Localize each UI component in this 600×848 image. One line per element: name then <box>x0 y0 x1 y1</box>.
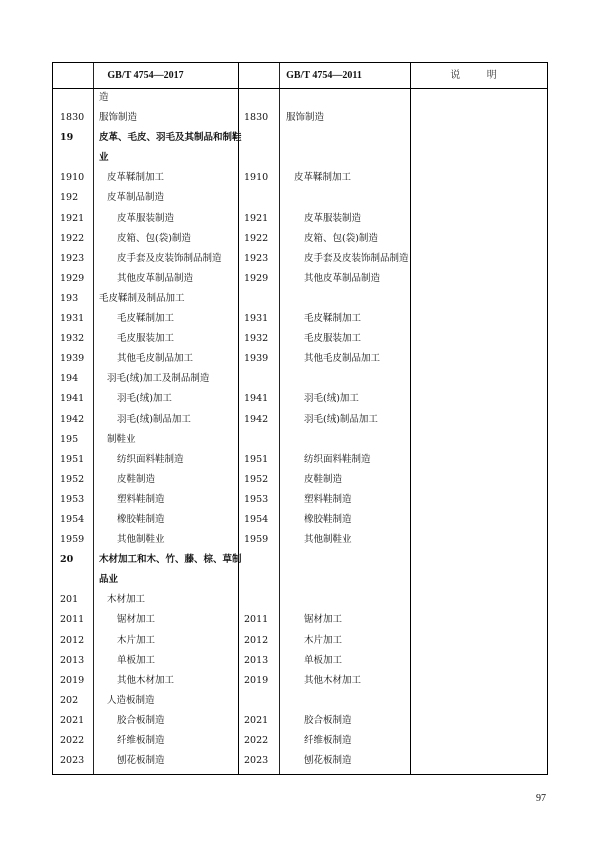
table-row <box>53 229 547 249</box>
code-2017: 1932 <box>60 333 85 345</box>
table-row <box>53 671 547 691</box>
code-2011: 2022 <box>244 735 269 746</box>
code-2017: 1929 <box>60 272 85 284</box>
code-2017: 193 <box>60 292 79 304</box>
name-2011: 毛皮服装加工 <box>304 333 362 345</box>
code-2017: 1939 <box>60 353 85 365</box>
table-row <box>53 128 547 148</box>
code-2017: 1922 <box>60 232 85 244</box>
code-2017: 1923 <box>60 252 85 264</box>
table-row <box>53 389 547 409</box>
name-2017: 造 <box>99 92 109 103</box>
name-2017: 羽毛(绒)制品加工 <box>117 413 191 425</box>
name-2017: 羽毛(绒)加工及制品制造 <box>107 373 210 385</box>
name-2017: 木材加工 <box>107 594 146 606</box>
code-2017: 2019 <box>60 674 85 686</box>
name-2017: 毛皮鞣制及制品加工 <box>99 292 185 304</box>
code-2011: 1939 <box>244 353 269 365</box>
name-2017: 其他制鞋业 <box>117 534 165 546</box>
code-2011: 2012 <box>244 634 269 646</box>
table-row <box>53 590 547 610</box>
table-row <box>53 349 547 369</box>
name-2017: 其他木材加工 <box>117 674 175 686</box>
name-2017: 羽毛(绒)加工 <box>117 393 172 405</box>
table-row <box>53 430 547 450</box>
table-row <box>53 209 547 229</box>
name-2011: 刨花板制造 <box>304 755 352 767</box>
table-row <box>53 631 547 651</box>
name-2011: 其他木材加工 <box>304 674 362 686</box>
table-row <box>53 410 547 430</box>
name-2017: 其他毛皮制品加工 <box>117 353 194 365</box>
table-row <box>53 530 547 550</box>
name-2017: 皮革服装制造 <box>117 212 175 224</box>
code-2017: 1954 <box>60 513 85 525</box>
name-2011: 皮革鞣制加工 <box>294 172 352 184</box>
name-2011: 皮鞋制造 <box>304 473 343 485</box>
code-2011: 1910 <box>244 172 269 184</box>
table-row <box>53 470 547 490</box>
table-row <box>53 450 547 470</box>
code-2011: 2023 <box>244 755 269 767</box>
code-2017: 194 <box>60 373 79 385</box>
code-2017: 1830 <box>60 112 85 124</box>
code-2017: 2023 <box>60 755 85 767</box>
code-2017: 19 <box>60 132 74 144</box>
code-2011: 1959 <box>244 534 269 546</box>
code-2011: 2011 <box>244 614 269 626</box>
table-header <box>53 63 547 89</box>
code-2011: 1952 <box>244 473 269 485</box>
code-2011: 2019 <box>244 674 269 686</box>
name-2017: 塑料鞋制造 <box>117 493 165 505</box>
name-2017: 皮箱、包(袋)制造 <box>117 232 191 244</box>
table-row <box>53 369 547 389</box>
code-2011: 1830 <box>244 112 269 124</box>
name-2011: 皮革服装制造 <box>304 212 362 224</box>
table-row <box>53 751 547 771</box>
classification-table <box>52 62 548 775</box>
name-2017: 制鞋业 <box>107 433 136 445</box>
table-row <box>53 269 547 289</box>
code-2011: 1921 <box>244 212 269 224</box>
name-2011: 胶合板制造 <box>304 714 352 726</box>
name-2017: 服饰制造 <box>99 112 138 124</box>
table-row <box>53 651 547 671</box>
name-2017: 毛皮鞣制加工 <box>117 313 175 325</box>
table-row <box>53 188 547 208</box>
code-2011: 1951 <box>244 453 269 465</box>
name-2017: 单板加工 <box>117 654 156 666</box>
name-2017: 木片加工 <box>117 634 156 646</box>
code-2011: 1929 <box>244 272 269 284</box>
table-row <box>53 148 547 168</box>
name-2011: 羽毛(绒)制品加工 <box>304 413 378 425</box>
code-2017: 1959 <box>60 534 85 546</box>
code-2017: 201 <box>60 594 79 606</box>
name-2011: 木片加工 <box>304 634 343 646</box>
code-2017: 20 <box>60 554 74 566</box>
code-2011: 1953 <box>244 493 269 505</box>
table-row <box>53 711 547 731</box>
name-2011: 纺织面料鞋制造 <box>304 453 371 465</box>
table-row <box>53 610 547 630</box>
name-2017: 纤维板制造 <box>117 735 165 746</box>
table-row <box>53 289 547 309</box>
name-2011: 单板加工 <box>304 654 343 666</box>
name-2011: 羽毛(绒)加工 <box>304 393 359 405</box>
code-2017: 1942 <box>60 413 85 425</box>
code-2017: 1953 <box>60 493 85 505</box>
name-2017: 其他皮革制品制造 <box>117 272 194 284</box>
code-2017: 2022 <box>60 735 85 746</box>
code-2017: 2021 <box>60 714 85 726</box>
name-2011: 服饰制造 <box>286 112 325 124</box>
name-2017: 皮革鞣制加工 <box>107 172 165 184</box>
name-2011: 皮箱、包(袋)制造 <box>304 232 378 244</box>
code-2017: 2011 <box>60 614 85 626</box>
code-2011: 1942 <box>244 413 269 425</box>
code-2011: 2013 <box>244 654 269 666</box>
name-2011: 橡胶鞋制造 <box>304 513 352 525</box>
page-number: 97 <box>536 793 546 804</box>
name-2017: 橡胶鞋制造 <box>117 513 165 525</box>
table-row <box>53 691 547 711</box>
name-2017: 品业 <box>99 574 119 586</box>
table-row <box>53 108 547 128</box>
name-2011: 锯材加工 <box>304 614 343 626</box>
table-row <box>53 510 547 530</box>
code-2017: 2012 <box>60 634 85 646</box>
table-row <box>53 570 547 590</box>
name-2011: 皮手套及皮装饰制品制造 <box>304 252 409 264</box>
name-2017: 纺织面料鞋制造 <box>117 453 184 465</box>
table-row <box>53 490 547 510</box>
table-row <box>53 309 547 329</box>
header-gbt-2011: GB/T 4754—2011 <box>286 70 362 81</box>
name-2017: 皮革、毛皮、羽毛及其制品和制鞋 <box>99 132 242 144</box>
code-2017: 2013 <box>60 654 85 666</box>
code-2017: 1941 <box>60 393 85 405</box>
name-2017: 毛皮服装加工 <box>117 333 175 345</box>
name-2017: 锯材加工 <box>117 614 156 626</box>
name-2017: 皮手套及皮装饰制品制造 <box>117 252 222 264</box>
name-2017: 皮鞋制造 <box>117 473 156 485</box>
code-2017: 1910 <box>60 172 85 184</box>
name-2011: 其他制鞋业 <box>304 534 352 546</box>
table-row <box>53 88 547 108</box>
name-2017: 胶合板制造 <box>117 714 165 726</box>
table-row <box>53 168 547 188</box>
code-2011: 1932 <box>244 333 269 345</box>
code-2017: 1921 <box>60 212 85 224</box>
name-2011: 毛皮鞣制加工 <box>304 313 362 325</box>
code-2011: 1923 <box>244 252 269 264</box>
table-row <box>53 550 547 570</box>
name-2011: 其他毛皮制品加工 <box>304 353 381 365</box>
header-gbt-2017: GB/T 4754—2017 <box>107 70 184 81</box>
table-row <box>53 731 547 751</box>
table-row <box>53 249 547 269</box>
code-2011: 2021 <box>244 714 269 726</box>
name-2017: 刨花板制造 <box>117 755 165 767</box>
code-2017: 1952 <box>60 473 85 485</box>
code-2017: 192 <box>60 192 79 204</box>
code-2011: 1922 <box>244 232 269 244</box>
code-2017: 202 <box>60 694 79 706</box>
name-2011: 其他皮革制品制造 <box>304 272 381 284</box>
table-row <box>53 329 547 349</box>
code-2017: 195 <box>60 433 79 445</box>
name-2011: 纤维板制造 <box>304 735 352 746</box>
code-2017: 1951 <box>60 453 85 465</box>
name-2011: 塑料鞋制造 <box>304 493 352 505</box>
name-2017: 皮革制品制造 <box>107 192 165 204</box>
header-note: 说 明 <box>450 70 509 81</box>
name-2017: 业 <box>99 152 109 164</box>
name-2017: 木材加工和木、竹、藤、棕、草制 <box>99 554 242 566</box>
table-body <box>53 88 547 771</box>
code-2011: 1941 <box>244 393 269 405</box>
code-2011: 1931 <box>244 313 269 325</box>
code-2017: 1931 <box>60 313 85 325</box>
code-2011: 1954 <box>244 513 269 525</box>
name-2017: 人造板制造 <box>107 694 155 706</box>
